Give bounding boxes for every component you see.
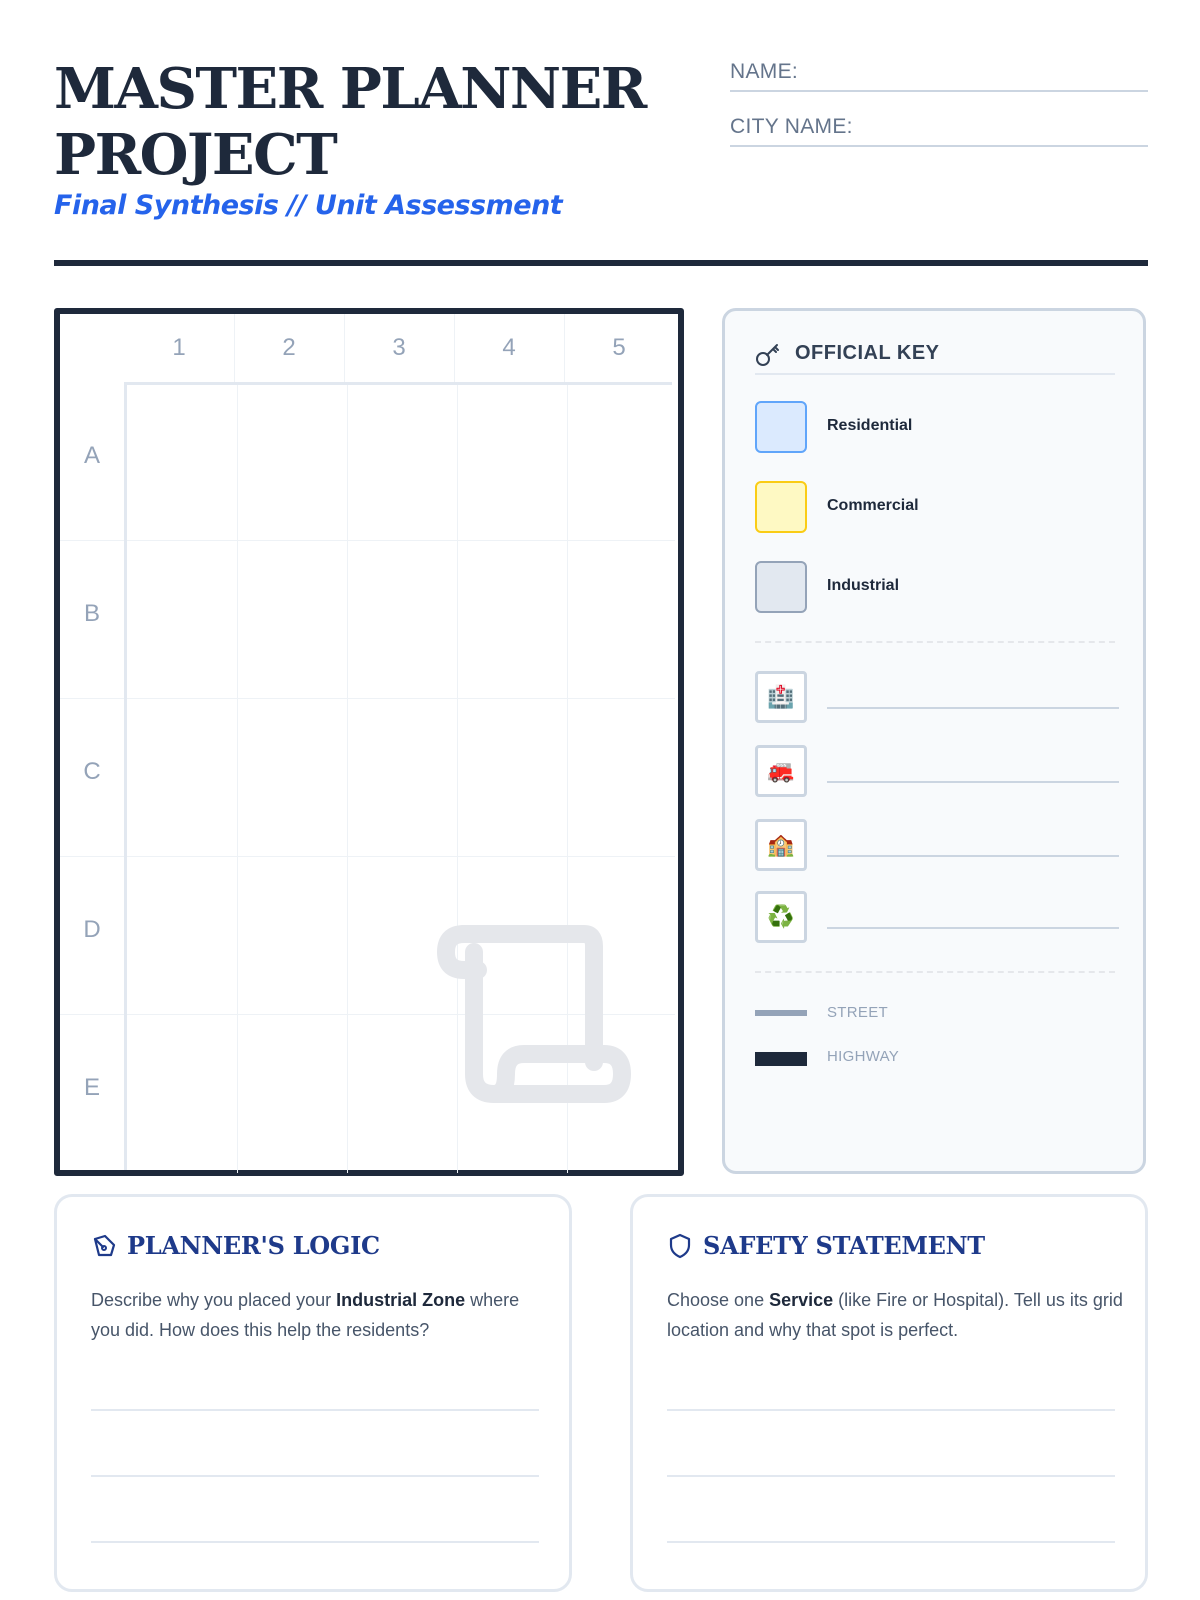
planners-logic-prompt: Describe why you placed your Industrial Zone where you did. How does this help the residents? xyxy=(91,1290,520,1340)
key-divider xyxy=(755,641,1115,643)
answer-line[interactable] xyxy=(91,1475,539,1477)
scroll-icon xyxy=(434,924,634,1104)
title-line-2: PROJECT xyxy=(54,122,337,188)
school-icon: 🏫 xyxy=(755,819,807,871)
row-separator xyxy=(60,856,124,857)
street-line-sample xyxy=(755,1010,807,1016)
title-line-1: MASTER PLANNER xyxy=(54,56,646,122)
industrial-label: Industrial xyxy=(827,577,900,594)
key-icon xyxy=(755,343,781,367)
column-header-1: 1 xyxy=(172,334,186,361)
column-header-separator xyxy=(454,314,455,382)
grid-line xyxy=(127,856,675,857)
service-write-line[interactable] xyxy=(827,707,1119,709)
key-title-divider xyxy=(755,373,1115,375)
safety-statement-card xyxy=(630,1194,1148,1592)
answer-line[interactable] xyxy=(667,1541,1115,1543)
key-divider xyxy=(755,971,1115,973)
column-header-2: 2 xyxy=(282,334,296,361)
street-label: STREET xyxy=(827,1004,888,1021)
hospital-icon: 🏥 xyxy=(755,671,807,723)
row-header-d: D xyxy=(83,916,101,943)
row-header-c: C xyxy=(83,758,101,785)
safety-statement-heading: SAFETY STATEMENT xyxy=(703,1231,985,1260)
commercial-label: Commercial xyxy=(827,497,919,514)
grid-line xyxy=(127,540,675,541)
column-header-4: 4 xyxy=(502,334,516,361)
header-divider xyxy=(54,260,1148,266)
column-header-5: 5 xyxy=(612,334,626,361)
page-title xyxy=(54,56,646,188)
column-header-separator xyxy=(344,314,345,382)
industrial-swatch xyxy=(755,561,807,613)
commercial-swatch xyxy=(755,481,807,533)
residential-swatch xyxy=(755,401,807,453)
key-title: OFFICIAL KEY xyxy=(795,342,940,364)
service-write-line[interactable] xyxy=(827,781,1119,783)
shield-icon xyxy=(667,1233,693,1259)
page-subtitle: Final Synthesis // Unit Assessment xyxy=(54,190,563,221)
column-header-separator xyxy=(234,314,235,382)
row-header-a: A xyxy=(83,442,100,469)
row-header-e: E xyxy=(83,1074,100,1101)
fire-truck-icon: 🚒 xyxy=(755,745,807,797)
planners-logic-card xyxy=(54,1194,572,1592)
answer-line[interactable] xyxy=(91,1541,539,1543)
recycle-icon: ♻️ xyxy=(755,891,807,943)
city-grid xyxy=(54,308,684,1176)
service-write-line[interactable] xyxy=(827,855,1119,857)
safety-statement-prompt: Choose one Service (like Fire or Hospital). Tell us its grid location and why that spot is perfect. xyxy=(667,1290,1123,1340)
row-separator xyxy=(60,698,124,699)
name-field[interactable] xyxy=(730,56,1148,92)
city-name-label: CITY NAME: xyxy=(730,115,853,138)
official-key-panel xyxy=(722,308,1146,1174)
grid-line xyxy=(347,385,348,1173)
residential-label: Residential xyxy=(827,417,913,434)
column-header-separator xyxy=(564,314,565,382)
answer-line[interactable] xyxy=(91,1409,539,1411)
name-label: NAME: xyxy=(730,60,799,83)
answer-line[interactable] xyxy=(667,1475,1115,1477)
grid-line xyxy=(237,385,238,1173)
grid-line xyxy=(127,698,675,699)
row-separator xyxy=(60,1014,124,1015)
highway-line-sample xyxy=(755,1052,807,1066)
column-header-3: 3 xyxy=(392,334,406,361)
highway-label: HIGHWAY xyxy=(827,1048,900,1065)
answer-line[interactable] xyxy=(667,1409,1115,1411)
pen-tool-icon xyxy=(91,1233,117,1259)
planners-logic-heading: PLANNER'S LOGIC xyxy=(127,1231,380,1260)
city-name-field[interactable] xyxy=(730,111,1148,147)
row-separator xyxy=(60,540,124,541)
row-header-b: B xyxy=(83,600,100,627)
service-write-line[interactable] xyxy=(827,927,1119,929)
